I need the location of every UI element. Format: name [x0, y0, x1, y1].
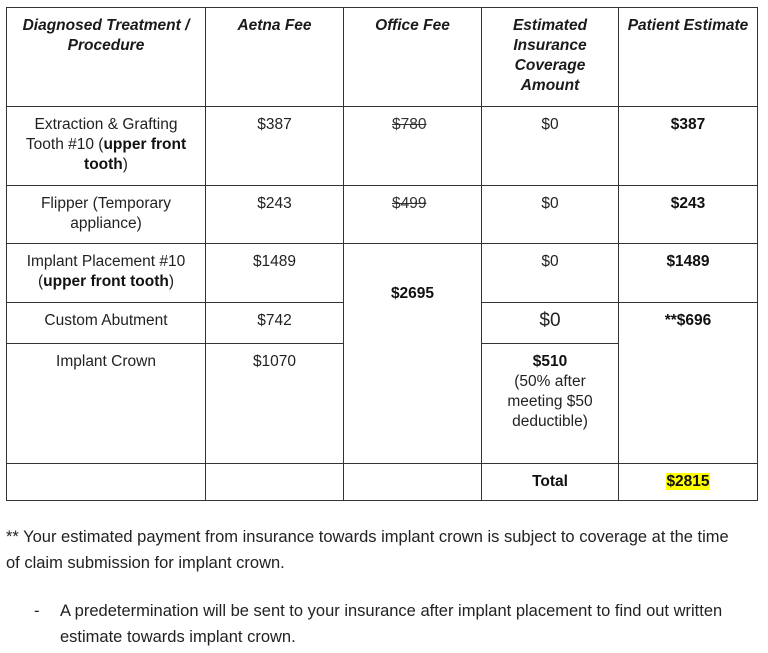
table-header-row [7, 8, 758, 107]
table-row [7, 107, 758, 186]
aetna-fee-cell: $243 [206, 186, 344, 244]
merged-office-fee-cell: $2695 [344, 244, 482, 464]
total-value-cell [619, 464, 758, 501]
coverage-cell [482, 344, 619, 464]
aetna-fee-cell: $742 [206, 303, 344, 344]
aetna-fee-cell: $1489 [206, 244, 344, 303]
aetna-fee-cell: $1070 [206, 344, 344, 464]
office-fee-cell: $780 [344, 107, 482, 186]
office-fee-cell: $499 [344, 186, 482, 244]
coverage-note: (50% after meeting $50 deductible) [507, 373, 593, 430]
header-patient-estimate: Patient Estimate [619, 8, 758, 107]
bullet-note [34, 598, 754, 650]
procedure-cell: Custom Abutment [7, 303, 206, 344]
table-row [7, 186, 758, 244]
procedure-cell: Extraction & Grafting Tooth #10 (upper front tooth) [7, 107, 206, 186]
header-aetna-fee: Aetna Fee [206, 8, 344, 107]
coverage-cell: $0 [482, 186, 619, 244]
coverage-amount: $510 [532, 353, 568, 370]
empty-cell [7, 464, 206, 501]
patient-estimate-cell: $387 [619, 107, 758, 186]
procedure-cell: Flipper (Temporary appliance) [7, 186, 206, 244]
procedure-cell: Implant Crown [7, 344, 206, 464]
empty-cell [344, 464, 482, 501]
coverage-cell: $0 [482, 244, 619, 303]
header-office-fee: Office Fee [344, 8, 482, 107]
header-procedure: Diagnosed Treatment / Procedure [7, 8, 206, 107]
merged-patient-estimate-cell: **$696 [619, 303, 758, 464]
patient-estimate-cell: $243 [619, 186, 758, 244]
empty-cell [206, 464, 344, 501]
coverage-cell: $0 [482, 303, 619, 344]
table-total-row [7, 464, 758, 501]
total-label: Total [482, 464, 619, 501]
bullet-text: A predetermination will be sent to your insurance after implant placement to find out written estimate towards implant crown. [60, 602, 723, 646]
treatment-estimate-table [6, 7, 758, 501]
coverage-cell: $0 [482, 107, 619, 186]
procedure-cell: Implant Placement #10 (upper front tooth) [7, 244, 206, 303]
header-coverage: Estimated Insurance Coverage Amount [482, 8, 619, 107]
patient-estimate-cell: $1489 [619, 244, 758, 303]
bullet-marker: - [34, 602, 40, 620]
total-value: $2815 [666, 473, 710, 490]
table-row [7, 244, 758, 303]
aetna-fee-cell: $387 [206, 107, 344, 186]
footnote: ** Your estimated payment from insurance towards implant crown is subject to coverage at the time of claim submission for implant crown. [6, 528, 729, 572]
